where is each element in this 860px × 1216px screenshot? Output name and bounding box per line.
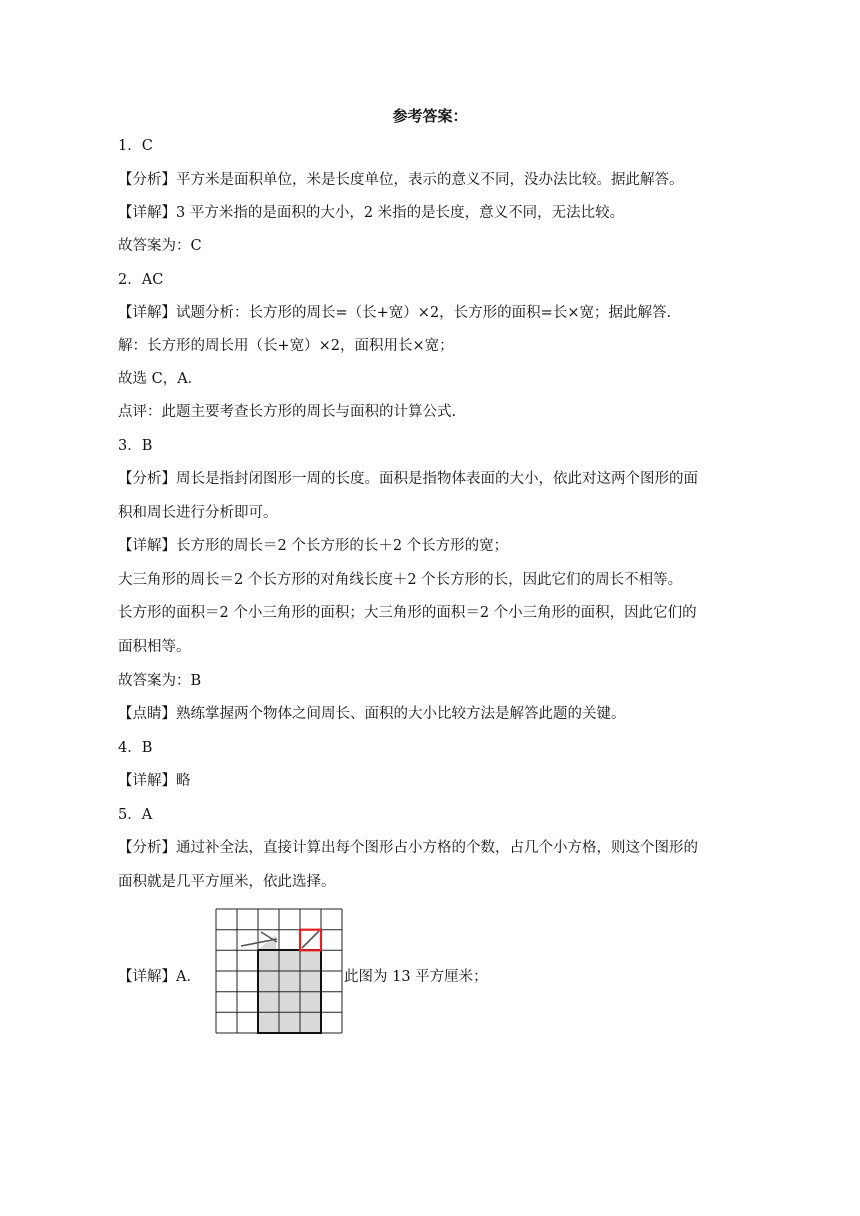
grid-lines — [216, 909, 342, 1033]
answer-5-analysis-line1: 【分析】通过补全法，直接计算出每个图形占小方格的个数，占几个小方格，则这个图形的 — [118, 840, 698, 856]
answer-3-detail-line1: 【详解】长方形的周长＝2 个长方形的长＋2 个长方形的宽； — [118, 538, 509, 554]
answer-3-detail-line3: 长方形的面积＝2 个小三角形的面积；大三角形的面积＝2 个小三角形的面积，因此它们的 — [118, 605, 697, 621]
answer-5-figure-row — [118, 908, 748, 1034]
page-title: 参考答案： — [392, 107, 468, 125]
answer-4-detail: 【详解】略 — [118, 773, 191, 789]
answer-2-result: 故选 C，A． — [118, 371, 203, 387]
answer-1-heading: 1．C — [118, 138, 153, 154]
answer-3-detail-line4: 面积相等。 — [118, 639, 191, 655]
answer-1-detail: 【详解】3 平方米指的是面积的大小，2 米指的是长度，意义不同，无法比较。 — [118, 205, 625, 221]
answer-4-heading: 4．B — [118, 740, 153, 756]
answer-1-result: 故答案为：C — [118, 238, 202, 254]
answer-2-detail: 【详解】试题分析：长方形的周长=（长+宽）×2，长方形的面积=长×宽；据此解答. — [118, 305, 672, 321]
diagonal-strokes — [241, 931, 319, 948]
figure-caption: 此图为 13 平方厘米； — [344, 969, 488, 985]
answer-3-result: 故答案为：B — [118, 673, 202, 689]
answer-5-analysis-line2: 面积就是几平方厘米，依此选择。 — [118, 874, 336, 890]
figure-label: 【详解】A． — [118, 969, 201, 985]
answer-3-analysis-line1: 【分析】周长是指封闭图形一周的长度。面积是指物体表面的大小，依此对这两个图形的面 — [118, 471, 698, 487]
answer-1-analysis: 【分析】平方米是面积单位，米是长度单位，表示的意义不同，没办法比较。据此解答。 — [118, 172, 684, 188]
answer-2-heading: 2．AC — [118, 272, 164, 288]
answer-3-detail-line2: 大三角形的周长＝2 个长方形的对角线长度＋2 个长方形的长，因此它们的周长不相等。 — [118, 572, 683, 588]
grid-figure — [215, 908, 343, 1034]
answer-2-solution: 解：长方形的周长用（长+宽）×2，面积用长×宽； — [118, 338, 454, 354]
answer-3-analysis-line2: 积和周长进行分析即可。 — [118, 505, 278, 521]
answer-3-heading: 3．B — [118, 438, 153, 454]
answer-3-tip: 【点睛】熟练掌握两个物体之间周长、面积的大小比较方法是解答此题的关键。 — [118, 706, 626, 722]
answer-2-comment: 点评：此题主要考查长方形的周长与面积的计算公式. — [118, 404, 457, 420]
answer-5-heading: 5．A — [118, 807, 153, 823]
